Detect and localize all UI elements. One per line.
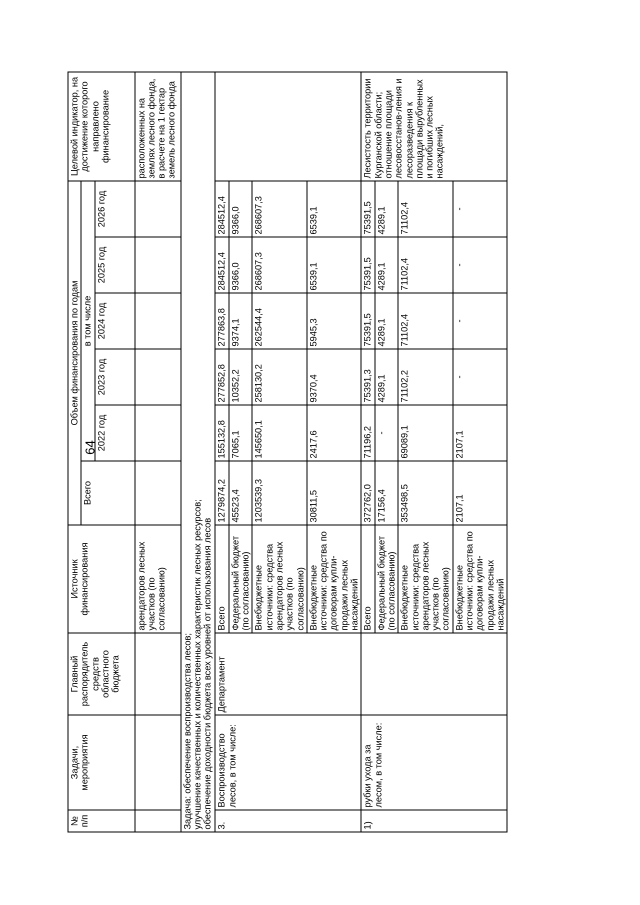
y2026-cell: - [453,181,507,237]
item3-name: Воспроизводство лесов, в том числе: [215,715,361,810]
y2024-cell: 5945,3 [307,293,361,349]
y2024-cell: 4289,1 [375,293,399,349]
y2025-cell: 268607,3 [252,237,306,293]
y2026-cell: 6539,1 [307,181,361,237]
source-cell: Внебюджетные источники: средства по договорам купли-продажи лесных насаждений [307,525,361,633]
total-cell: 2107,1 [453,461,507,525]
y2022-cell: - [375,405,399,461]
total-cell: 372762,0 [361,461,374,525]
total-cell: 353498,5 [398,461,452,525]
header-indicator: Целевой индикатор, на достижение которого направлено финансирование [68,72,135,181]
total-cell: 17156,4 [375,461,399,525]
y2022-cell: 71196,2 [361,405,374,461]
item3-num: 3. [215,810,361,832]
header-total: Всего [81,461,134,525]
continuation-row [135,72,181,832]
y2023-cell: 71102,2 [398,349,452,405]
header-source: Источник финансирования [68,525,135,633]
source-cell: Внебюджетные источники: средства по договорам купли-продажи лесных насаждений [453,525,507,633]
y2025-cell: 6539,1 [307,237,361,293]
y2025-cell: 4289,1 [375,237,399,293]
header-manager: Главный распорядитель средств областного бюджета [68,633,135,715]
source-cell: Внебюджетные источники: средства арендаторов лесных участков (по согласованию) [398,525,452,633]
total-cell: 1203539,3 [252,461,306,525]
y2025-cell: 284512,4 [215,237,228,293]
y2026-cell: 268607,3 [252,181,306,237]
table-row [361,72,374,832]
task-line: улучшение качественных и количественных характеристик лесных ресурсов; [192,499,203,830]
y2023-cell: 75391,3 [361,349,374,405]
source-cell: Всего [361,525,374,633]
cont-source: арендаторов лесных участков (по согласованию) [135,525,181,633]
y2026-cell: 9366,0 [229,181,253,237]
y2024-cell: 262544,4 [252,293,306,349]
header-2022: 2022 год [95,405,135,461]
header-2025: 2025 год [95,237,135,293]
source-cell: Федеральный бюджет (по согласованию) [375,525,399,633]
y2022-cell: 155132,8 [215,405,228,461]
header-volume: Объем финансирования по годам [68,181,81,525]
table-row [215,72,228,832]
source-cell: Федеральный бюджет (по согласованию) [229,525,253,633]
y2023-cell: 4289,1 [375,349,399,405]
cont-indicator: расположенных на землях лесного фонда, в расчете на 1 гектар земель лесного фонда [135,72,181,181]
y2024-cell: 75391,5 [361,293,374,349]
source-cell: Внебюджетные источники: средства арендаторов лесных участков (по согласованию) [252,525,306,633]
y2026-cell: 4289,1 [375,181,399,237]
y2022-cell: 2107,1 [453,405,507,461]
y2024-cell: 277863,8 [215,293,228,349]
total-cell: 30811,5 [307,461,361,525]
y2023-cell: 10352,2 [229,349,253,405]
y2025-cell: 75391,5 [361,237,374,293]
header-incl: в том числе [81,181,94,461]
source-cell: Всего [215,525,228,633]
y2023-cell: 277852,8 [215,349,228,405]
task-row [181,72,216,832]
y2026-cell: 71102,4 [398,181,452,237]
y2024-cell: 71102,4 [398,293,452,349]
header-num: № п/п [68,810,135,832]
item1-num: 1) [361,810,507,832]
y2023-cell: 258130,2 [252,349,306,405]
item3-indicator [215,72,361,181]
header-2024: 2024 год [95,293,135,349]
header-2023: 2023 год [95,349,135,405]
y2025-cell: - [453,237,507,293]
item1-indicator: Лесистость территории Курганской области; отношение площади лесовосстанов-ления и лесоразведения к площади вырубленных и погибших лесных насаждений, [361,72,507,181]
financing-table [68,71,508,832]
y2026-cell: 284512,4 [215,181,228,237]
y2025-cell: 71102,4 [398,237,452,293]
y2022-cell: 7065,1 [229,405,253,461]
header-2026: 2026 год [95,181,135,237]
y2024-cell: 9374,1 [229,293,253,349]
header-row [68,72,81,832]
task-line: Задача: обеспечение воспроизводства лесов; [182,633,193,830]
item1-manager [361,633,507,715]
page-number: 64 [82,440,98,455]
y2025-cell: 9366,0 [229,237,253,293]
total-cell: 1279874,2 [215,461,228,525]
y2026-cell: 75391,5 [361,181,374,237]
y2022-cell: 2417,6 [307,405,361,461]
task-line: обеспечение доходности бюджета всех уровней от использования лесов [202,517,213,830]
y2022-cell: 69089,1 [398,405,452,461]
item1-name: рубки ухода за лесом, в том числе: [361,715,507,810]
y2024-cell: - [453,293,507,349]
y2023-cell: 9370,4 [307,349,361,405]
header-task: Задачи, мероприятия [68,715,135,810]
y2023-cell: - [453,349,507,405]
item3-manager: Департамент [215,633,361,715]
y2022-cell: 145650,1 [252,405,306,461]
total-cell: 45523,4 [229,461,253,525]
rotated-sheet [68,73,573,833]
